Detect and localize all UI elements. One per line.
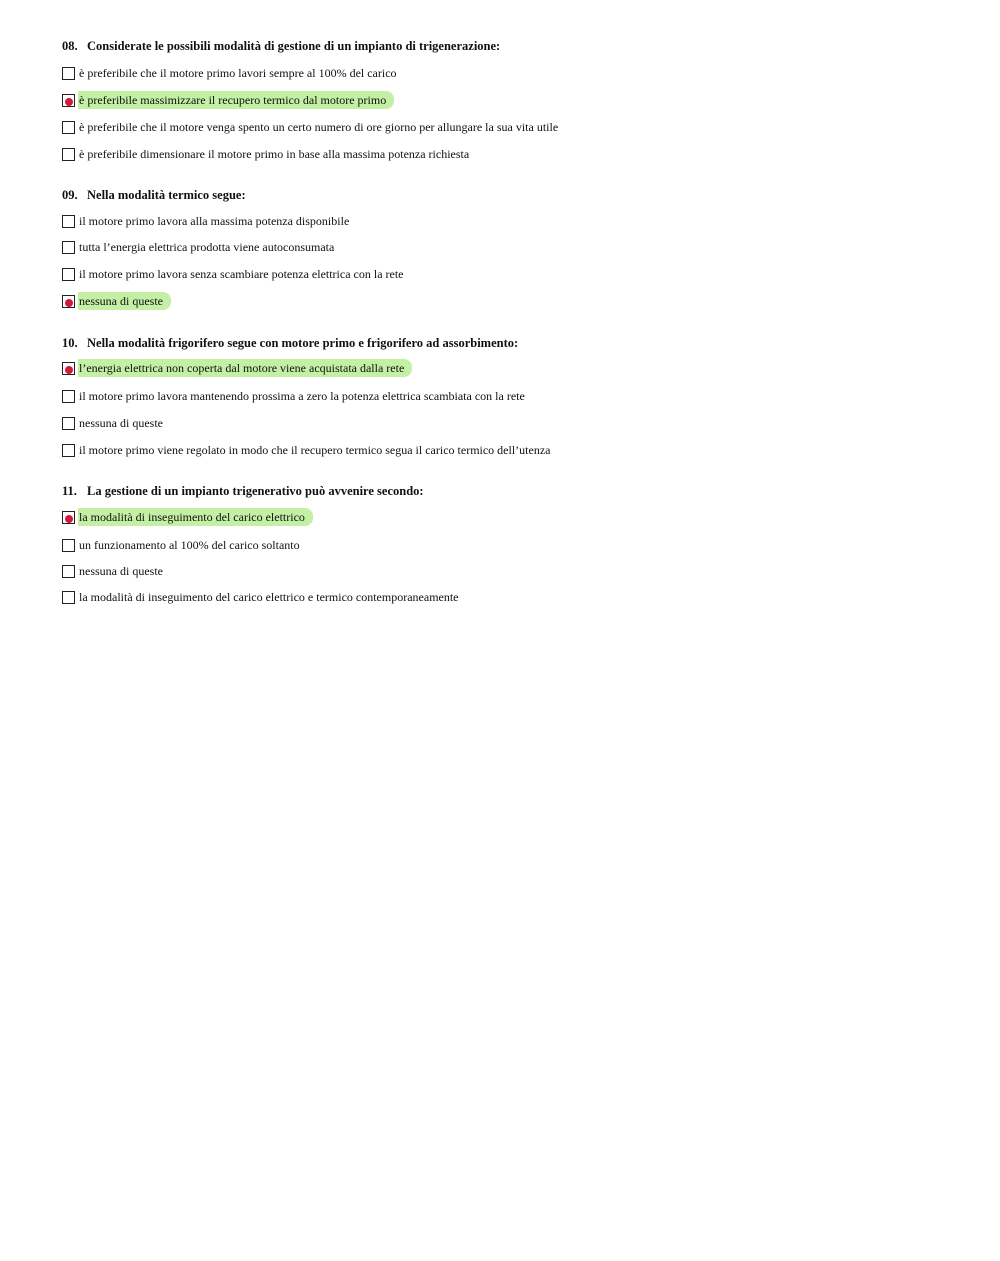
checkbox-checked[interactable] xyxy=(62,511,75,524)
checkbox[interactable] xyxy=(62,67,75,80)
option-item[interactable] xyxy=(62,536,308,554)
question-08 xyxy=(62,38,962,161)
option-label: è preferibile massimizzare il recupero termico dal motore primo xyxy=(78,91,394,109)
option-item-selected[interactable] xyxy=(62,292,171,310)
checkbox[interactable] xyxy=(62,565,75,578)
question-number: 09. xyxy=(62,188,78,202)
option-item-selected[interactable] xyxy=(62,508,313,526)
option-label: il motore primo lavora alla massima potenza disponibile xyxy=(79,214,350,228)
checkbox[interactable] xyxy=(62,417,75,430)
selected-dot-icon xyxy=(65,98,73,106)
option-item-selected[interactable] xyxy=(62,359,412,377)
checkbox-checked[interactable] xyxy=(62,94,75,107)
question-title xyxy=(62,38,962,54)
option-label: la modalità di inseguimento del carico elettrico e termico contemporaneamente xyxy=(79,590,459,604)
question-text: Nella modalità frigorifero segue con motore primo e frigorifero ad assorbimento: xyxy=(87,336,519,350)
option-item[interactable] xyxy=(62,387,533,405)
option-label: è preferibile dimensionare il motore primo in base alla massima potenza richiesta xyxy=(79,147,470,161)
option-label: è preferibile che il motore primo lavori sempre al 100% del carico xyxy=(79,66,397,80)
option-item[interactable] xyxy=(62,212,357,230)
option-label: il motore primo lavora senza scambiare potenza elettrica con la rete xyxy=(79,267,404,281)
option-label: l’energia elettrica non coperta dal motore viene acquistata dalla rete xyxy=(78,359,412,377)
checkbox[interactable] xyxy=(62,148,75,161)
checkbox-checked[interactable] xyxy=(62,362,75,375)
option-label: nessuna di queste xyxy=(79,564,163,578)
option-label: nessuna di queste xyxy=(78,292,171,310)
question-number: 10. xyxy=(62,336,78,350)
question-09 xyxy=(62,187,962,308)
question-title xyxy=(62,187,962,203)
option-label: tutta l’energia elettrica prodotta viene autoconsumata xyxy=(79,240,335,254)
option-label: il motore primo viene regolato in modo che il recupero termico segua il carico termico dell’utenza xyxy=(79,443,551,457)
question-text: Nella modalità termico segue: xyxy=(87,188,246,202)
question-10 xyxy=(62,335,962,457)
checkbox[interactable] xyxy=(62,390,75,403)
option-item[interactable] xyxy=(62,588,467,606)
option-item[interactable] xyxy=(62,238,342,256)
option-label: nessuna di queste xyxy=(79,416,163,430)
checkbox[interactable] xyxy=(62,121,75,134)
option-label: il motore primo lavora mantenendo prossima a zero la potenza elettrica scambiata con la rete xyxy=(79,389,525,403)
selected-dot-icon xyxy=(65,366,73,374)
option-item[interactable] xyxy=(62,64,405,82)
checkbox[interactable] xyxy=(62,268,75,281)
option-label: la modalità di inseguimento del carico elettrico xyxy=(78,508,313,526)
checkbox[interactable] xyxy=(62,241,75,254)
option-item[interactable] xyxy=(62,414,171,432)
checkbox-checked[interactable] xyxy=(62,295,75,308)
option-label: un funzionamento al 100% del carico soltanto xyxy=(79,538,300,552)
option-item[interactable] xyxy=(62,441,559,459)
question-number: 08. xyxy=(62,39,78,53)
question-title xyxy=(62,335,962,351)
checkbox[interactable] xyxy=(62,591,75,604)
question-text: Considerate le possibili modalità di gestione di un impianto di trigenerazione: xyxy=(87,39,501,53)
option-item[interactable] xyxy=(62,562,171,580)
selected-dot-icon xyxy=(65,515,73,523)
question-title xyxy=(62,483,962,499)
question-text: La gestione di un impianto trigenerativo può avvenire secondo: xyxy=(87,484,424,498)
option-item[interactable] xyxy=(62,265,412,283)
selected-dot-icon xyxy=(65,299,73,307)
checkbox[interactable] xyxy=(62,215,75,228)
checkbox[interactable] xyxy=(62,539,75,552)
question-11 xyxy=(62,483,962,604)
option-item[interactable] xyxy=(62,145,477,163)
option-item[interactable] xyxy=(62,118,566,136)
checkbox[interactable] xyxy=(62,444,75,457)
option-label: è preferibile che il motore venga spento un certo numero di ore giorno per allungare la sua vita utile xyxy=(79,120,559,134)
question-number: 11. xyxy=(62,484,77,498)
option-item-selected[interactable] xyxy=(62,91,394,109)
